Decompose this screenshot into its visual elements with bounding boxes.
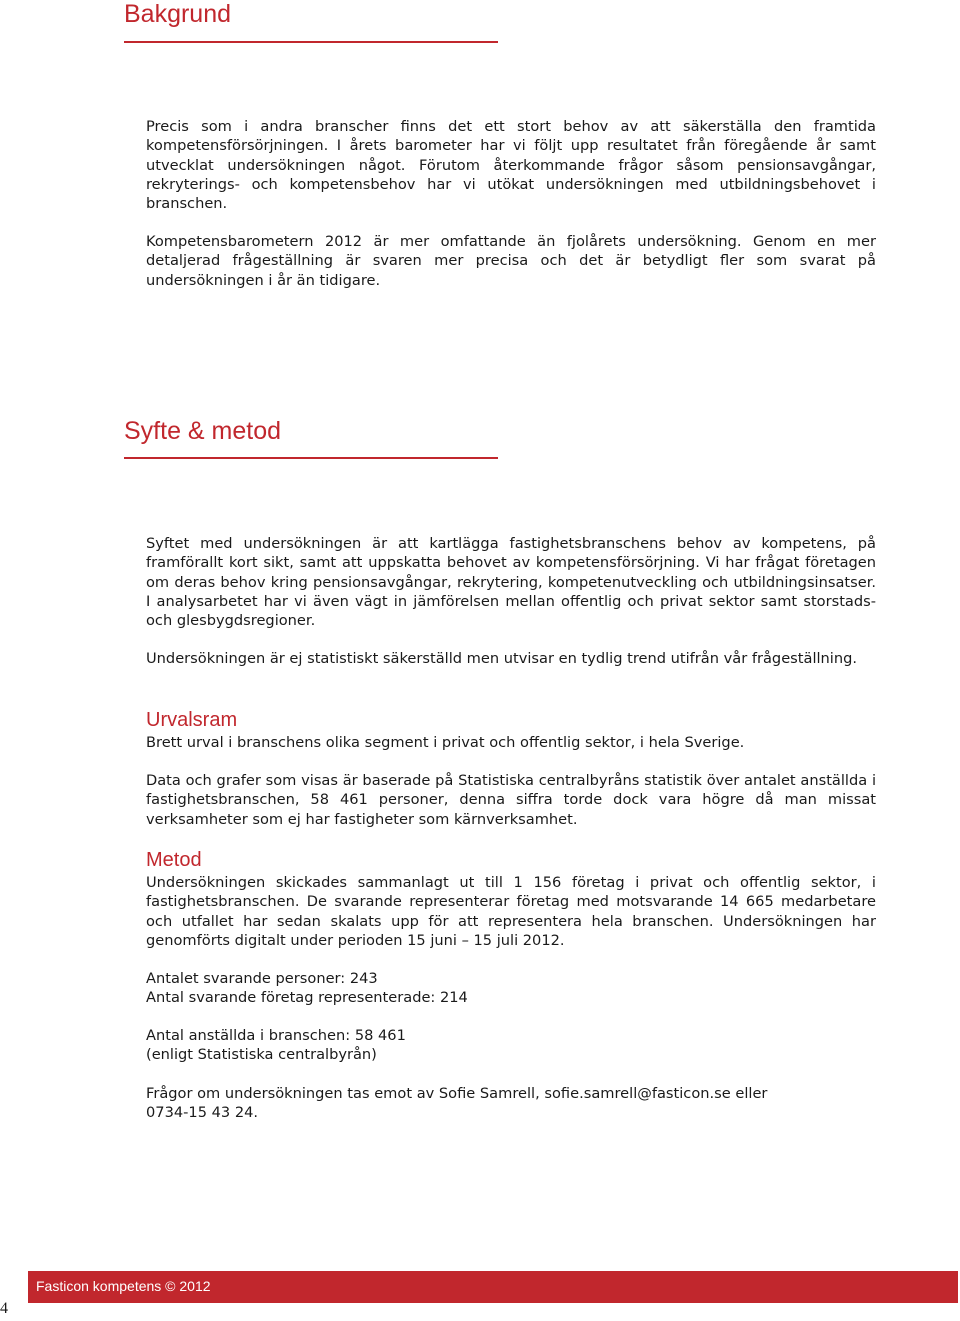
paragraph-bakgrund-2: Kompetensbarometern 2012 är mer omfattande än fjolårets undersökning. Genom en mer detaljerad frågeställning är svaren mer precisa och det är betydligt fler som svarat på undersökningen i år än tidigare. [146,233,876,289]
stats-respondents: Antalet svarande personer: 243 [146,970,378,987]
paragraph-metod-1: Undersökningen skickades sammanlagt ut till 1 156 företag i privat och offentlig sektor, i fastighetsbranschen. De svarande representerar företag med motsvarande 14 665 medarbetare och utfallet har sedan skalats upp för att representera hela branschen. Undersökningen har genomförts digitalt under perioden 15 juni – 15 juli 2012. [146,874,876,949]
page-number: 4 [0,1300,8,1317]
footer-bar [28,1271,958,1303]
paragraph-urvalsram-2: Data och grafer som visas är baserade på Statistiska centralbyråns statistik över antalet anställda i fastighetsbranschen, 58 461 personer, denna siffra torde dock vara högre då man missat verksamheter som ej har fastigheter som kärnverksamhet. [146,772,876,828]
heading-syfte-metod: Syfte & metod [124,417,282,445]
employees-count: Antal anställda i branschen: 58 461 [146,1027,406,1044]
stats-companies: Antal svarande företag representerade: 214 [146,989,468,1006]
employees-source: (enligt Statistiska centralbyrån) [146,1046,377,1063]
paragraph-syfte-2: Undersökningen är ej statistiskt säkerställd men utvisar en tydlig trend utifrån vår frågeställning. [146,650,858,667]
heading-bakgrund: Bakgrund [124,0,232,28]
subheading-metod: Metod [146,849,202,871]
heading-rule-syfte-metod [124,457,498,459]
paragraph-syfte-1: Syftet med undersökningen är att kartlägga fastighetsbranschens behov av kompetens, på framförallt kort sikt, samt att uppskatta behovet av kompetensförsörjning. Vi har frågat företagen om deras behov kring pensionsavgångar, rekrytering, kompetenutveckling och utbildningsinsatser. I analysarbetet har vi även vägt in jämförelsen mellan offentlig och privat sektor samt storstads- och glesbygdsregioner. [146,535,876,630]
contact-phone: 0734-15 43 24. [146,1104,259,1121]
footer-copyright: Fasticon kompetens © 2012 [36,1278,211,1294]
heading-rule-bakgrund [124,41,498,43]
paragraph-bakgrund-1: Precis som i andra branscher finns det ett stort behov av att säkerställa den framtida kompetensförsörjningen. I årets barometer har vi följt upp resultatet från föregående år samt utvecklat undersökningen något. Förutom återkommande frågor såsom pensionsavgångar, rekryterings- och kompetensbehov har vi utökat undersökningen med utbildningsbehovet i branschen. [146,118,876,213]
paragraph-urvalsram-1: Brett urval i branschens olika segment i privat och offentlig sektor, i hela Sverige. [146,734,745,751]
contact-text: Frågor om undersökningen tas emot av Sofie Samrell, sofie.samrell@fasticon.se eller [146,1085,768,1102]
subheading-urvalsram: Urvalsram [146,709,238,731]
